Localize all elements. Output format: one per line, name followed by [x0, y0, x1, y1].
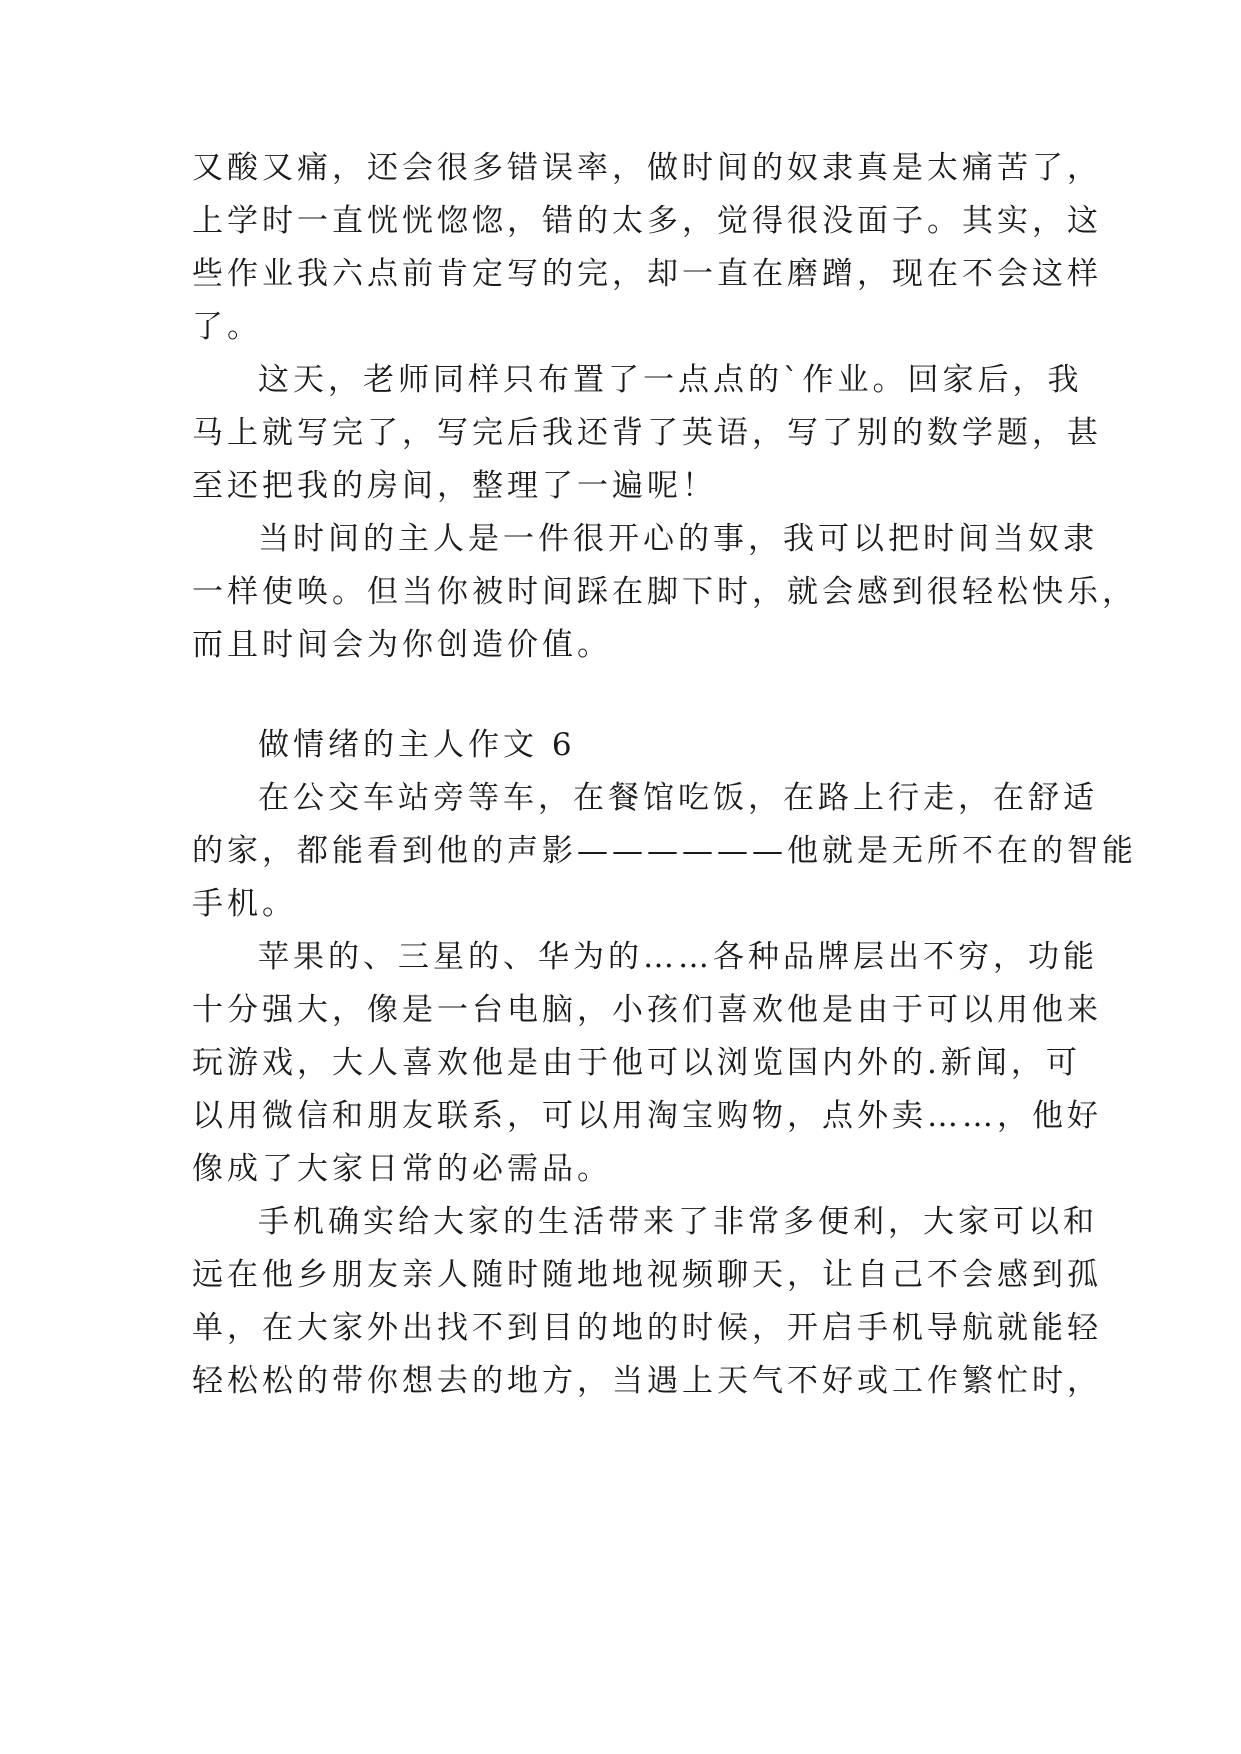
- paragraph-line: 苹果的、三星的、华为的……各种品牌层出不穷，功能: [258, 939, 1098, 975]
- paragraph-line: 十分强大，像是一台电脑，小孩们喜欢他是由于可以用他来: [192, 992, 1102, 1028]
- paragraph-line: 当时间的主人是一件很开心的事，我可以把时间当奴隶: [258, 521, 1098, 557]
- paragraph-line: 手机确实给大家的生活带来了非常多便利，大家可以和: [258, 1204, 1098, 1240]
- paragraph-line: 这天，老师同样只布置了一点点的`作业。回家后，我: [258, 362, 1083, 398]
- paragraph-line: 马上就写完了，写完后我还背了英语，写了别的数学题，甚: [192, 415, 1102, 451]
- paragraph-line: 手机。: [192, 886, 297, 922]
- paragraph-line: 以用微信和朋友联系，可以用淘宝购物，点外卖……，他好: [192, 1098, 1102, 1134]
- paragraph-line: 玩游戏，大人喜欢他是由于他可以浏览国内外的.新闻，可: [192, 1045, 1081, 1081]
- paragraph-line: 在公交车站旁等车，在餐馆吃饭，在路上行走，在舒适: [258, 780, 1098, 816]
- paragraph-line: 的家，都能看到他的声影——————他就是无所不在的智能: [192, 833, 1137, 869]
- paragraph-line: 又酸又痛，还会很多错误率，做时间的奴隶真是太痛苦了，: [192, 150, 1102, 186]
- paragraph-line: 了。: [192, 309, 262, 345]
- paragraph-line: 至还把我的房间，整理了一遍呢！: [192, 468, 717, 504]
- paragraph-line: 些作业我六点前肯定写的完，却一直在磨蹭，现在不会这样: [192, 256, 1102, 292]
- paragraph-line: 单，在大家外出找不到目的地的时候，开启手机导航就能轻: [192, 1310, 1102, 1346]
- paragraph-line: 轻松松的带你想去的地方，当遇上天气不好或工作繁忙时，: [192, 1363, 1102, 1399]
- paragraph-line: 像成了大家日常的必需品。: [192, 1151, 612, 1187]
- paragraph-line: 上学时一直恍恍惚惚，错的太多，觉得很没面子。其实，这: [192, 203, 1102, 239]
- paragraph-line: 而且时间会为你创造价值。: [192, 627, 612, 663]
- paragraph-line: 一样使唤。但当你被时间踩在脚下时，就会感到很轻松快乐，: [192, 574, 1137, 610]
- paragraph-line: 远在他乡朋友亲人随时随地地视频聊天，让自己不会感到孤: [192, 1257, 1102, 1293]
- section-heading: 做情绪的主人作文 6: [258, 727, 576, 763]
